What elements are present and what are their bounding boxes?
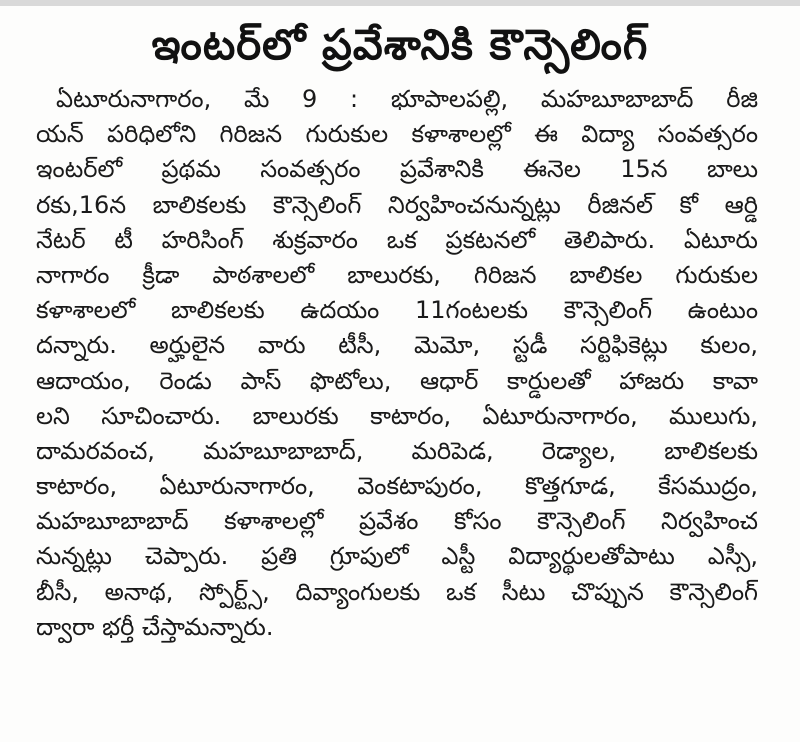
article-line: మహబూబాబాద్ కళాశాలల్లో ప్రవేశం కోసం కౌన్సెలింగ్ నిర్వహించ — [36, 507, 758, 536]
article-line: బీసీ, అనాథ, స్పోర్ట్స్, దివ్యాంగులకు ఒక సీటు చొప్పున కౌన్సెలింగ్ — [36, 577, 758, 606]
article-line: ఆదాయం, రెండు పాస్ ఫొటోలు, ఆధార్ కార్డులతో హాజరు కావా — [36, 366, 758, 395]
article-line: నేటర్ టీ హరిసింగ్ శుక్రవారం ఒక ప్రకటనలో తెలిపారు. ఏటూరు — [36, 225, 758, 254]
article-line: కాటారం, ఏటూరునాగారం, వెంకటాపురం, కొత్తగూడ, కేసముద్రం, — [36, 472, 758, 501]
article-headline: ఇంటర్‌లో ప్రవేశానికి కౌన్సెలింగ్ — [151, 20, 649, 69]
article-line: ఇంటర్‌లో ప్రథమ సంవత్సరం ప్రవేశానికి ఈనెల 15న బాలు — [36, 155, 758, 184]
article-line: దామరవంచ, మహబూబాబాద్, మరిపెడ, రెడ్యాల, బాలికలకు — [36, 436, 758, 465]
article-line: రకు,16న బాలికలకు కౌన్సెలింగ్ నిర్వహించనున్నట్లు రీజినల్ కో ఆర్డి — [36, 190, 758, 219]
article-body — [36, 82, 758, 645]
article-line: దన్నారు. అర్హులైన వారు టీసీ, మెమో, స్టడీ సర్టిఫికెట్లు కులం, — [36, 331, 758, 360]
article-line: ఏటూరునాగారం, మే 9 : భూపాలపల్లి, మహబూబాబాద్ రీజి — [56, 85, 758, 113]
article-line: యన్ పరిధిలోని గిరిజన గురుకుల కళాశాలల్లో ఈ విద్యా సంవత్సరం — [36, 120, 758, 149]
article-line: లని సూచించారు. బాలురకు కాటారం, ఏటూరునాగారం, ములుగు, — [36, 401, 758, 430]
article-line: నాగారం క్రీడా పాఠశాలలో బాలురకు, గిరిజన బాలికల గురుకుల — [36, 260, 758, 289]
article-line: ద్వారా భర్తీ చేస్తామన్నారు. — [36, 612, 274, 641]
article-line: కళాశాలలో బాలికలకు ఉదయం 11గంటలకు కౌన్సెలింగ్ ఉంటుం — [36, 296, 758, 325]
article-line: నున్నట్లు చెప్పారు. ప్రతి గ్రూపులో ఎస్టీ విద్యార్థులతోపాటు ఎస్సీ, — [36, 542, 758, 571]
top-border — [0, 0, 800, 6]
